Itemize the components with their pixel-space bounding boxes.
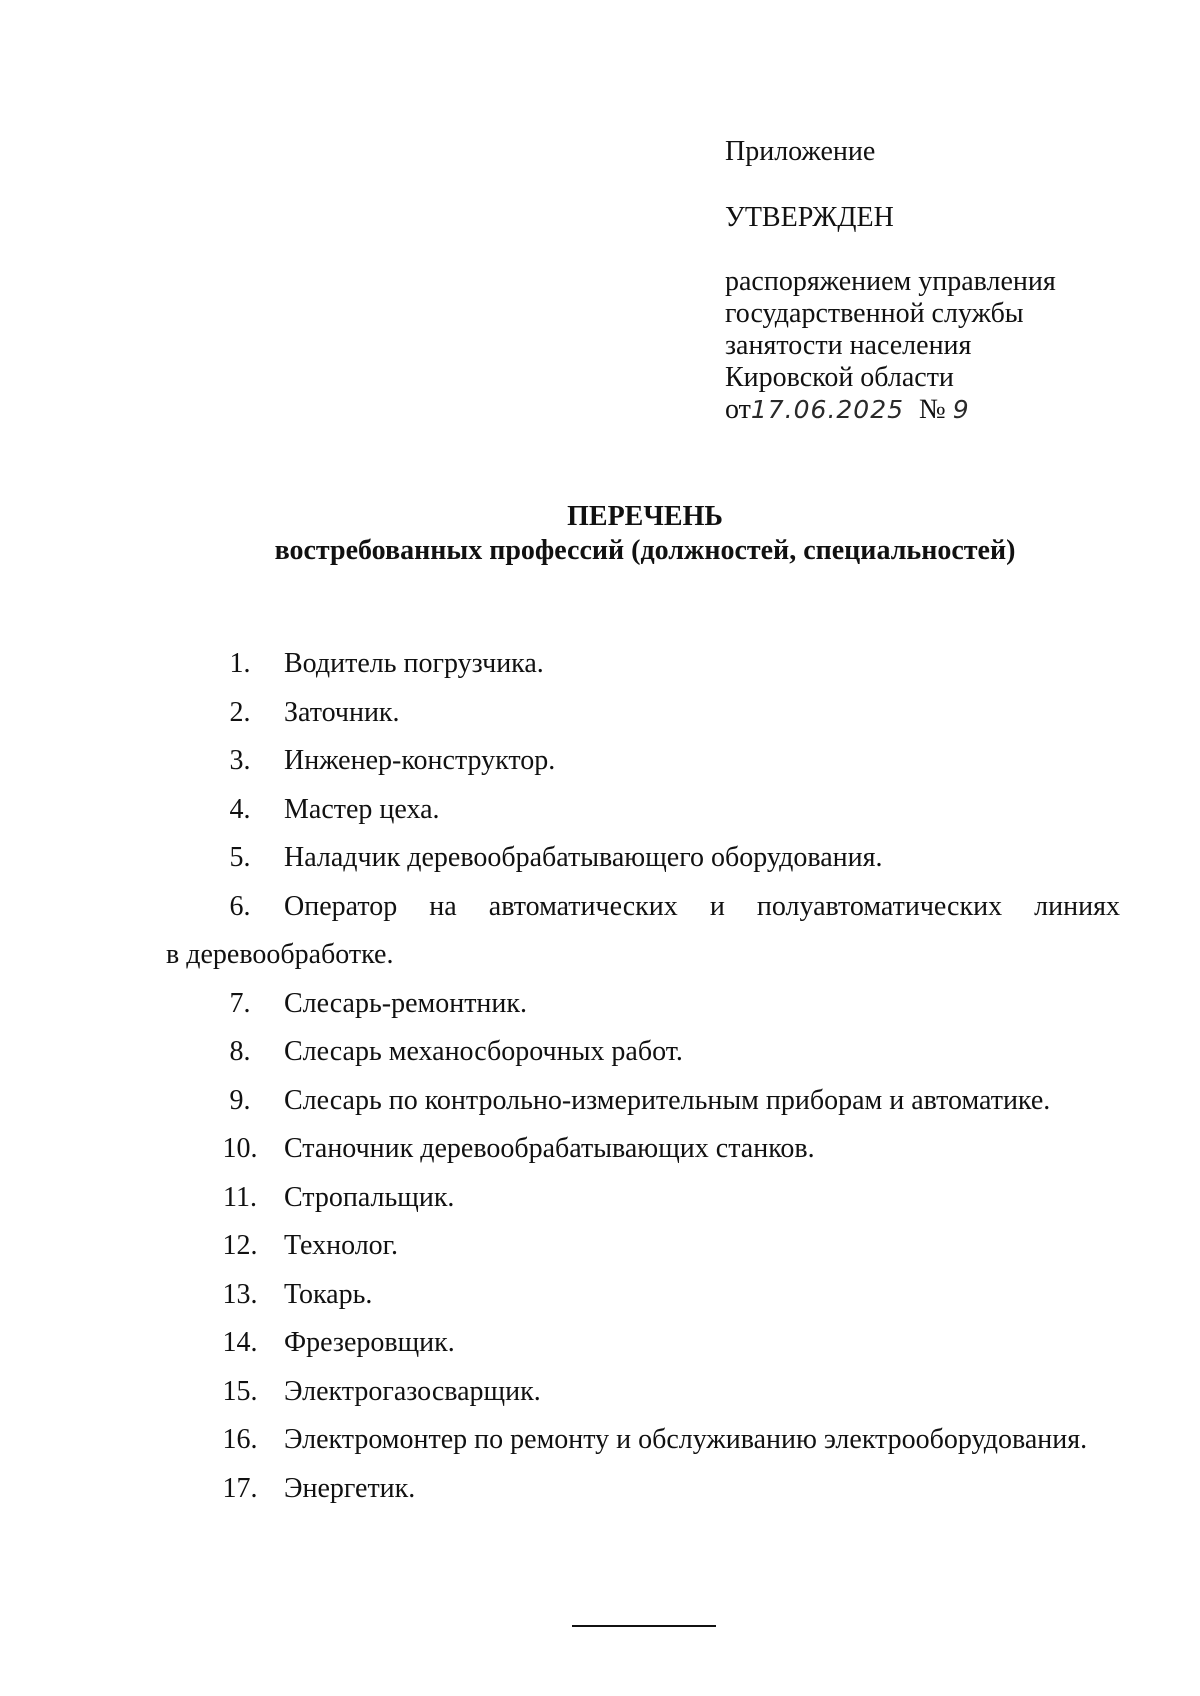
item-number: 17.: [222, 1472, 258, 1504]
authority-line: распоряжением управления: [725, 266, 1056, 297]
item-number: 11.: [223, 1181, 257, 1213]
title-main: ПЕРЕЧЕНЬ: [567, 501, 723, 532]
authority-line: государственной службы: [725, 298, 1024, 329]
authority-line: Кировской области: [725, 362, 954, 393]
item-word: и: [709, 890, 725, 922]
item-text-first-line: [280, 891, 1120, 923]
list-item: [170, 648, 1120, 697]
item-number: 1.: [229, 648, 251, 679]
approval-block: [725, 136, 1165, 426]
appendix-label: Приложение: [725, 136, 876, 167]
item-number: 4.: [229, 793, 251, 825]
item-text: Технолог.: [284, 1230, 399, 1261]
approval-authority: [725, 266, 1165, 394]
list-item: [170, 842, 1120, 891]
list-item: [170, 1376, 1120, 1425]
order-date-line: [725, 394, 1165, 426]
item-number: 9.: [229, 1084, 251, 1116]
list-item: [170, 697, 1120, 746]
item-text: Водитель погрузчика.: [284, 648, 544, 679]
authority-line: занятости населения: [725, 330, 972, 361]
item-number: 15.: [222, 1375, 258, 1407]
list-item: [170, 988, 1120, 1037]
item-number: 13.: [222, 1278, 258, 1310]
item-number: 12.: [222, 1230, 258, 1261]
list-item: [170, 1036, 1120, 1085]
item-text: Токарь.: [284, 1278, 373, 1310]
list-item: [170, 1085, 1120, 1134]
list-item: [170, 1473, 1120, 1522]
handwritten-number: 9: [952, 395, 970, 424]
item-number: 2.: [229, 696, 251, 728]
item-text: Стропальщик.: [284, 1181, 455, 1213]
item-text: Электромонтер по ремонту и обслуживанию электрооборудования.: [284, 1424, 1088, 1455]
item-number: 14.: [222, 1327, 258, 1358]
title-subtitle: востребованных профессий (должностей, специальностей): [274, 535, 1016, 566]
item-word: Оператор: [284, 890, 398, 922]
list-item: [170, 1133, 1120, 1182]
item-word: на: [429, 890, 457, 922]
item-text: Заточник.: [284, 696, 400, 728]
list-item: [170, 745, 1120, 794]
number-label: №: [919, 394, 946, 425]
item-text: Фрезеровщик.: [284, 1327, 455, 1358]
list-item: [166, 890, 1120, 988]
item-word: автоматических: [488, 890, 678, 922]
item-text: Инженер-конструктор.: [284, 745, 556, 776]
item-text: Слесарь механосборочных работ.: [284, 1036, 683, 1067]
item-word: полуавтоматических: [756, 890, 1003, 922]
list-item: [170, 1230, 1120, 1279]
item-text: Слесарь по контрольно-измерительным приборам и автоматике.: [284, 1084, 1051, 1116]
list-item: [170, 1279, 1120, 1328]
item-word: линиях: [1034, 890, 1120, 922]
item-text: Станочник деревообрабатывающих станков.: [284, 1133, 815, 1164]
item-number: 7.: [229, 987, 251, 1019]
item-number: 3.: [229, 745, 251, 776]
list-item: [170, 1327, 1120, 1376]
handwritten-date: 17.06.2025: [750, 395, 905, 424]
item-number: 8.: [229, 1036, 251, 1067]
document-title: [0, 500, 1200, 568]
item-number: 6.: [229, 890, 251, 922]
item-number: 10.: [222, 1133, 258, 1164]
item-text: Слесарь-ремонтник.: [284, 987, 528, 1019]
item-text: Электрогазосварщик.: [284, 1375, 541, 1407]
professions-list: [166, 648, 1120, 1521]
item-number: 5.: [229, 842, 251, 873]
item-text: Мастер цеха.: [284, 793, 440, 825]
item-text: Энергетик.: [284, 1472, 416, 1504]
date-prefix: от: [725, 394, 751, 425]
item-number: 16.: [222, 1424, 258, 1455]
end-separator-line: [572, 1625, 716, 1627]
list-item: [170, 1182, 1120, 1231]
approved-label: УТВЕРЖДЕН: [725, 202, 894, 233]
list-item: [170, 794, 1120, 843]
item-text: Наладчик деревообрабатывающего оборудования.: [284, 842, 883, 873]
list-item: [170, 1424, 1120, 1473]
item-text-continuation: в деревообработке.: [166, 938, 394, 970]
